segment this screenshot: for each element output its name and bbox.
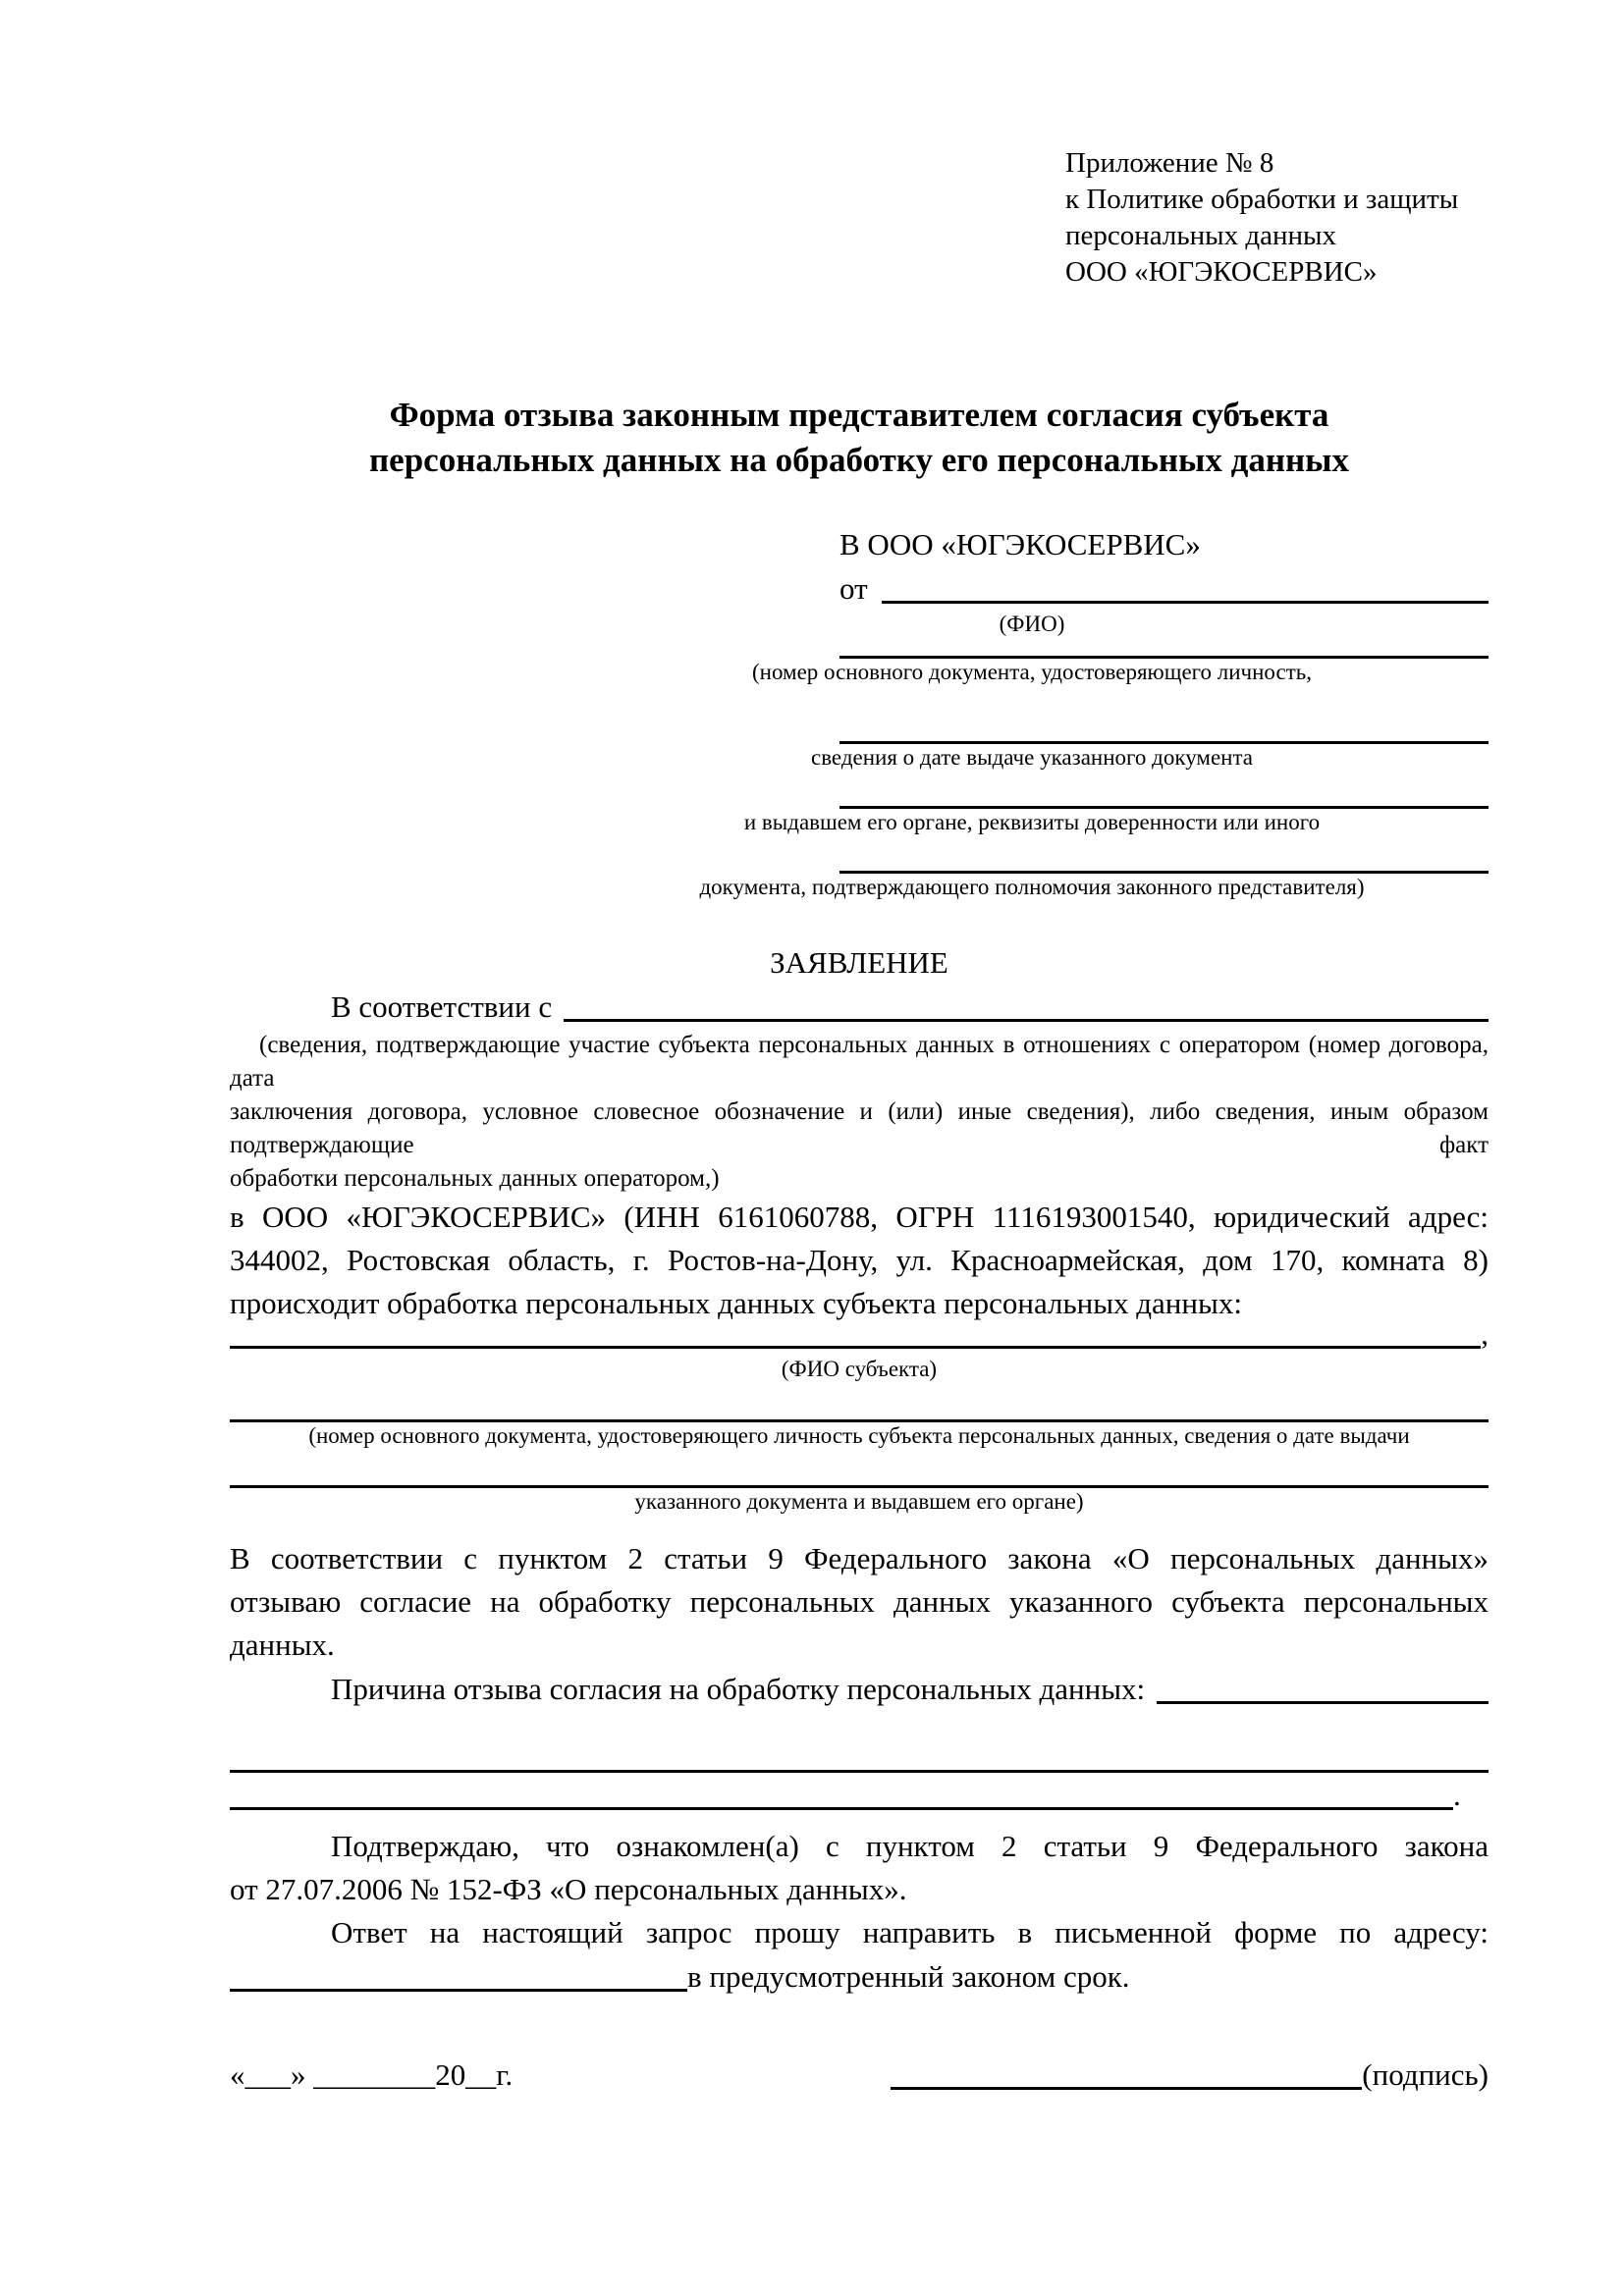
blank-field-line <box>230 1989 687 1992</box>
field-caption: (ФИО субъекта) <box>781 1357 938 1381</box>
annex-note-line: Приложение № 8 <box>1065 147 1274 179</box>
withdrawal-paragraph-line: данных. <box>230 1628 335 1662</box>
withdrawal-paragraph-line: отзываю согласие на обработку персональных данных указанного субъекта персональных <box>230 1584 1489 1619</box>
field-caption: указанного документа и выдавшем его органе) <box>634 1489 1084 1514</box>
reason-extra-row <box>230 1773 1489 1817</box>
signature-caption: (подпись) <box>1362 2057 1489 2092</box>
signature-line <box>891 2087 1362 2090</box>
confirm-paragraph-line: Подтверждаю, что ознакомлен(а) с пунктом 2 статьи 9 Федерального закона <box>331 1829 1489 1863</box>
accordance-label: В соответствии с <box>331 989 553 1024</box>
document-title-line: Форма отзыва законным представителем согласия субъекта <box>389 396 1329 434</box>
blank-field-line <box>230 1711 1489 1773</box>
addressee-from-row <box>839 566 1489 611</box>
annex-note-line: персональных данных <box>1065 220 1337 251</box>
trailing-period: . <box>1453 1778 1461 1812</box>
reply-address-row <box>230 1954 1489 1999</box>
blank-field-line <box>882 601 1489 604</box>
blank-field-line <box>564 1019 1489 1022</box>
blank-field-line <box>230 1450 1489 1488</box>
addressee-to: В ООО «ЮГЭКОСЕРВИС» <box>839 527 1201 561</box>
annex-note-line: к Политике обработки и защиты <box>1065 184 1459 215</box>
field-caption: (номер основного документа, удостоверяющего личность субъекта персональных данных, сведения о дате выдачи <box>308 1423 1410 1448</box>
field-caption: сведения о дате выдаче указанного документа <box>810 745 1254 770</box>
statement-heading: ЗАЯВЛЕНИЕ <box>770 945 948 980</box>
operator-paragraph-line: происходит обработка персональных данных субъекта персональных данных: <box>230 1286 1242 1320</box>
blank-field-line <box>230 1346 1481 1349</box>
addressee-block <box>575 522 1489 901</box>
small-print-note <box>230 1029 1489 1196</box>
reply-paragraph-line: Ответ на настоящий запрос прошу направить в письменной форме по адресу: <box>331 1915 1489 1949</box>
date-line: «___» ________20__г. <box>230 2057 514 2092</box>
operator-paragraph <box>230 1196 1489 1325</box>
operator-paragraph-line: 344002, Ростовская область, г. Ростов-на-Дону, ул. Красноармейская, дом 170, комната 8) <box>230 1243 1489 1277</box>
blank-field-line <box>839 836 1489 874</box>
field-caption: (ФИО) <box>999 612 1065 636</box>
operator-paragraph-line: в ООО «ЮГЭКОСЕРВИС» (ИНН 6161060788, ОГРН 1116193001540, юридический адрес: <box>230 1200 1489 1234</box>
confirm-paragraph-line: от 27.07.2006 № 152-ФЗ «О персональных данных». <box>230 1872 907 1906</box>
reply-paragraph-line: в предусмотренный законом срок. <box>687 1959 1130 1994</box>
blank-field-line <box>839 638 1489 659</box>
small-print-line: заключения договора, условное словесное обозначение и (или) иные сведения), либо сведения, иным образом подтверждающие факт <box>230 1098 1489 1158</box>
trailing-comma: , <box>1481 1316 1489 1351</box>
from-label: от <box>839 571 868 606</box>
reply-paragraph <box>230 1911 1489 1999</box>
annex-note <box>1065 145 1489 291</box>
small-print-line: (сведения, подтверждающие участие субъекта персональных данных в отношениях с оператором (номер договора, дата <box>230 1032 1489 1092</box>
annex-note-line: ООО «ЮГЭКОСЕРВИС» <box>1065 256 1378 288</box>
reason-row <box>230 1667 1489 1711</box>
field-caption: и выдавшем его органе, реквизиты доверенности или иного <box>743 810 1321 834</box>
confirm-paragraph <box>230 1825 1489 1911</box>
document-title <box>230 393 1489 483</box>
field-caption: (номер основного документа, удостоверяющего личность, <box>751 660 1312 684</box>
document-title-line: персональных данных на обработку его персональных данных <box>369 441 1349 479</box>
blank-field-line <box>839 772 1489 809</box>
blank-field-line <box>839 686 1489 744</box>
footer-row <box>230 2053 1489 2097</box>
withdrawal-paragraph-line: В соответствии с пунктом 2 статьи 9 Федерального закона «О персональных данных» <box>230 1541 1489 1575</box>
blank-field-line <box>1157 1701 1489 1704</box>
reason-label: Причина отзыва согласия на обработку персональных данных: <box>331 1672 1146 1706</box>
blank-field-line <box>230 1807 1453 1810</box>
small-print-line: обработки персональных данных оператором,) <box>230 1165 720 1192</box>
withdrawal-paragraph <box>230 1537 1489 1667</box>
accordance-row <box>230 985 1489 1029</box>
signature-block <box>891 2053 1489 2097</box>
field-caption: документа, подтверждающего полномочия законного представителя) <box>699 875 1365 899</box>
blank-field-line <box>230 1383 1489 1422</box>
